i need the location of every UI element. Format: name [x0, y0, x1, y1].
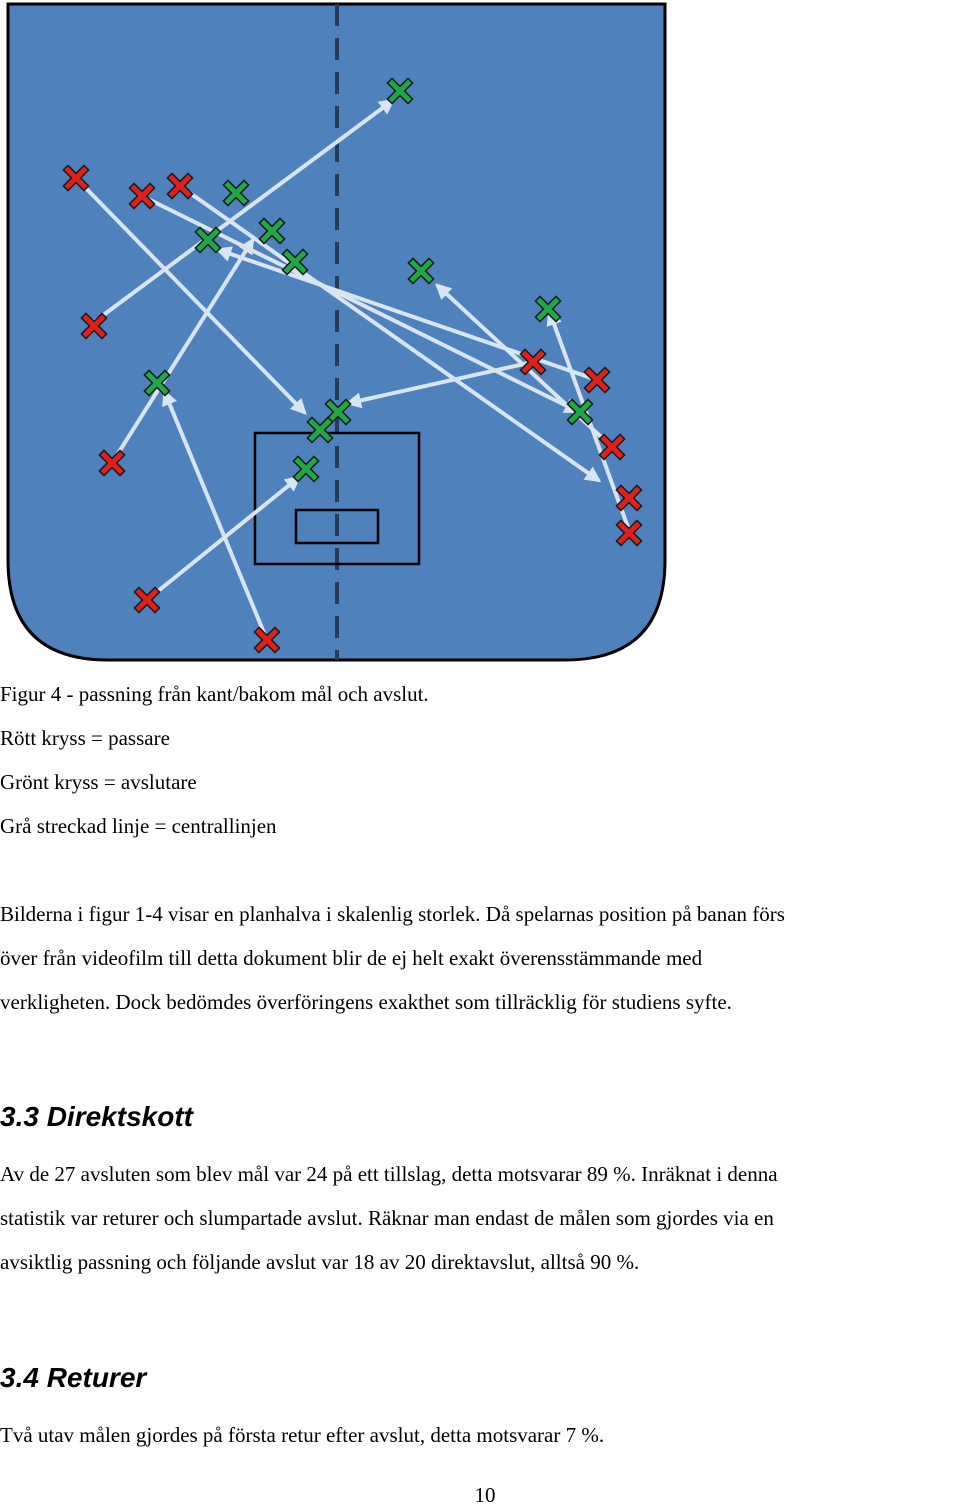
shooter-cross-icon: [312, 422, 328, 438]
passer-cross-icon: [525, 354, 541, 370]
body-paragraph-line: verkligheten. Dock bedömdes överföringens exakthet som tillräcklig för studiens syfte.: [0, 990, 732, 1014]
legend-shooter: Grönt kryss = avslutare: [0, 770, 197, 794]
passer-cross-icon: [139, 592, 155, 608]
legend-passer: Rött kryss = passare: [0, 726, 170, 750]
section-heading-direktskott: 3.3 Direktskott: [0, 1101, 193, 1132]
section-3-3-line: avsiktlig passning och följande avslut var 18 av 20 direktavslut, alltså 90 %.: [0, 1250, 640, 1274]
shooter-cross-icon: [228, 185, 244, 201]
passer-cross-icon: [68, 170, 84, 186]
passer-cross-icon: [134, 188, 150, 204]
passer-cross-icon: [621, 490, 637, 506]
shooter-cross-icon: [287, 254, 303, 270]
passer-cross-icon: [172, 178, 188, 194]
passer-cross-icon: [104, 455, 120, 471]
shooter-cross-icon: [392, 83, 408, 99]
shooter-cross-icon: [413, 263, 429, 279]
shooter-cross-icon: [330, 404, 346, 420]
section-3-3-line: statistik var returer och slumpartade avslut. Räknar man endast de målen som gjordes via en: [0, 1206, 774, 1230]
passer-cross-icon: [621, 525, 637, 541]
court-diagram: [0, 0, 670, 665]
shooter-cross-icon: [298, 461, 314, 477]
shooter-cross-icon: [149, 375, 165, 391]
passer-cross-icon: [604, 439, 620, 455]
passer-cross-icon: [86, 318, 102, 334]
legend-center-line: Grå streckad linje = centrallinjen: [0, 814, 277, 838]
section-3-3-line: Av de 27 avsluten som blev mål var 24 på ett tillslag, detta motsvarar 89 %. Inräknat i denna: [0, 1162, 778, 1186]
passer-cross-icon: [589, 372, 605, 388]
section-heading-returer: 3.4 Returer: [0, 1362, 147, 1393]
shooter-cross-icon: [540, 301, 556, 317]
body-paragraph-line: över från videofilm till detta dokument blir de ej helt exakt överensstämmande med: [0, 946, 703, 970]
shooter-cross-icon: [200, 232, 216, 248]
figure-caption: Figur 4 - passning från kant/bakom mål och avslut.: [0, 682, 429, 706]
page-number: 10: [474, 1483, 496, 1507]
body-paragraph-line: Bilderna i figur 1-4 visar en planhalva i skalenlig storlek. Då spelarnas position på banan förs: [0, 902, 785, 926]
shooter-cross-icon: [572, 404, 588, 420]
shooter-cross-icon: [264, 223, 280, 239]
section-3-4-line: Två utav målen gjordes på första retur efter avslut, detta motsvarar 7 %.: [0, 1423, 605, 1447]
passer-cross-icon: [259, 632, 275, 648]
